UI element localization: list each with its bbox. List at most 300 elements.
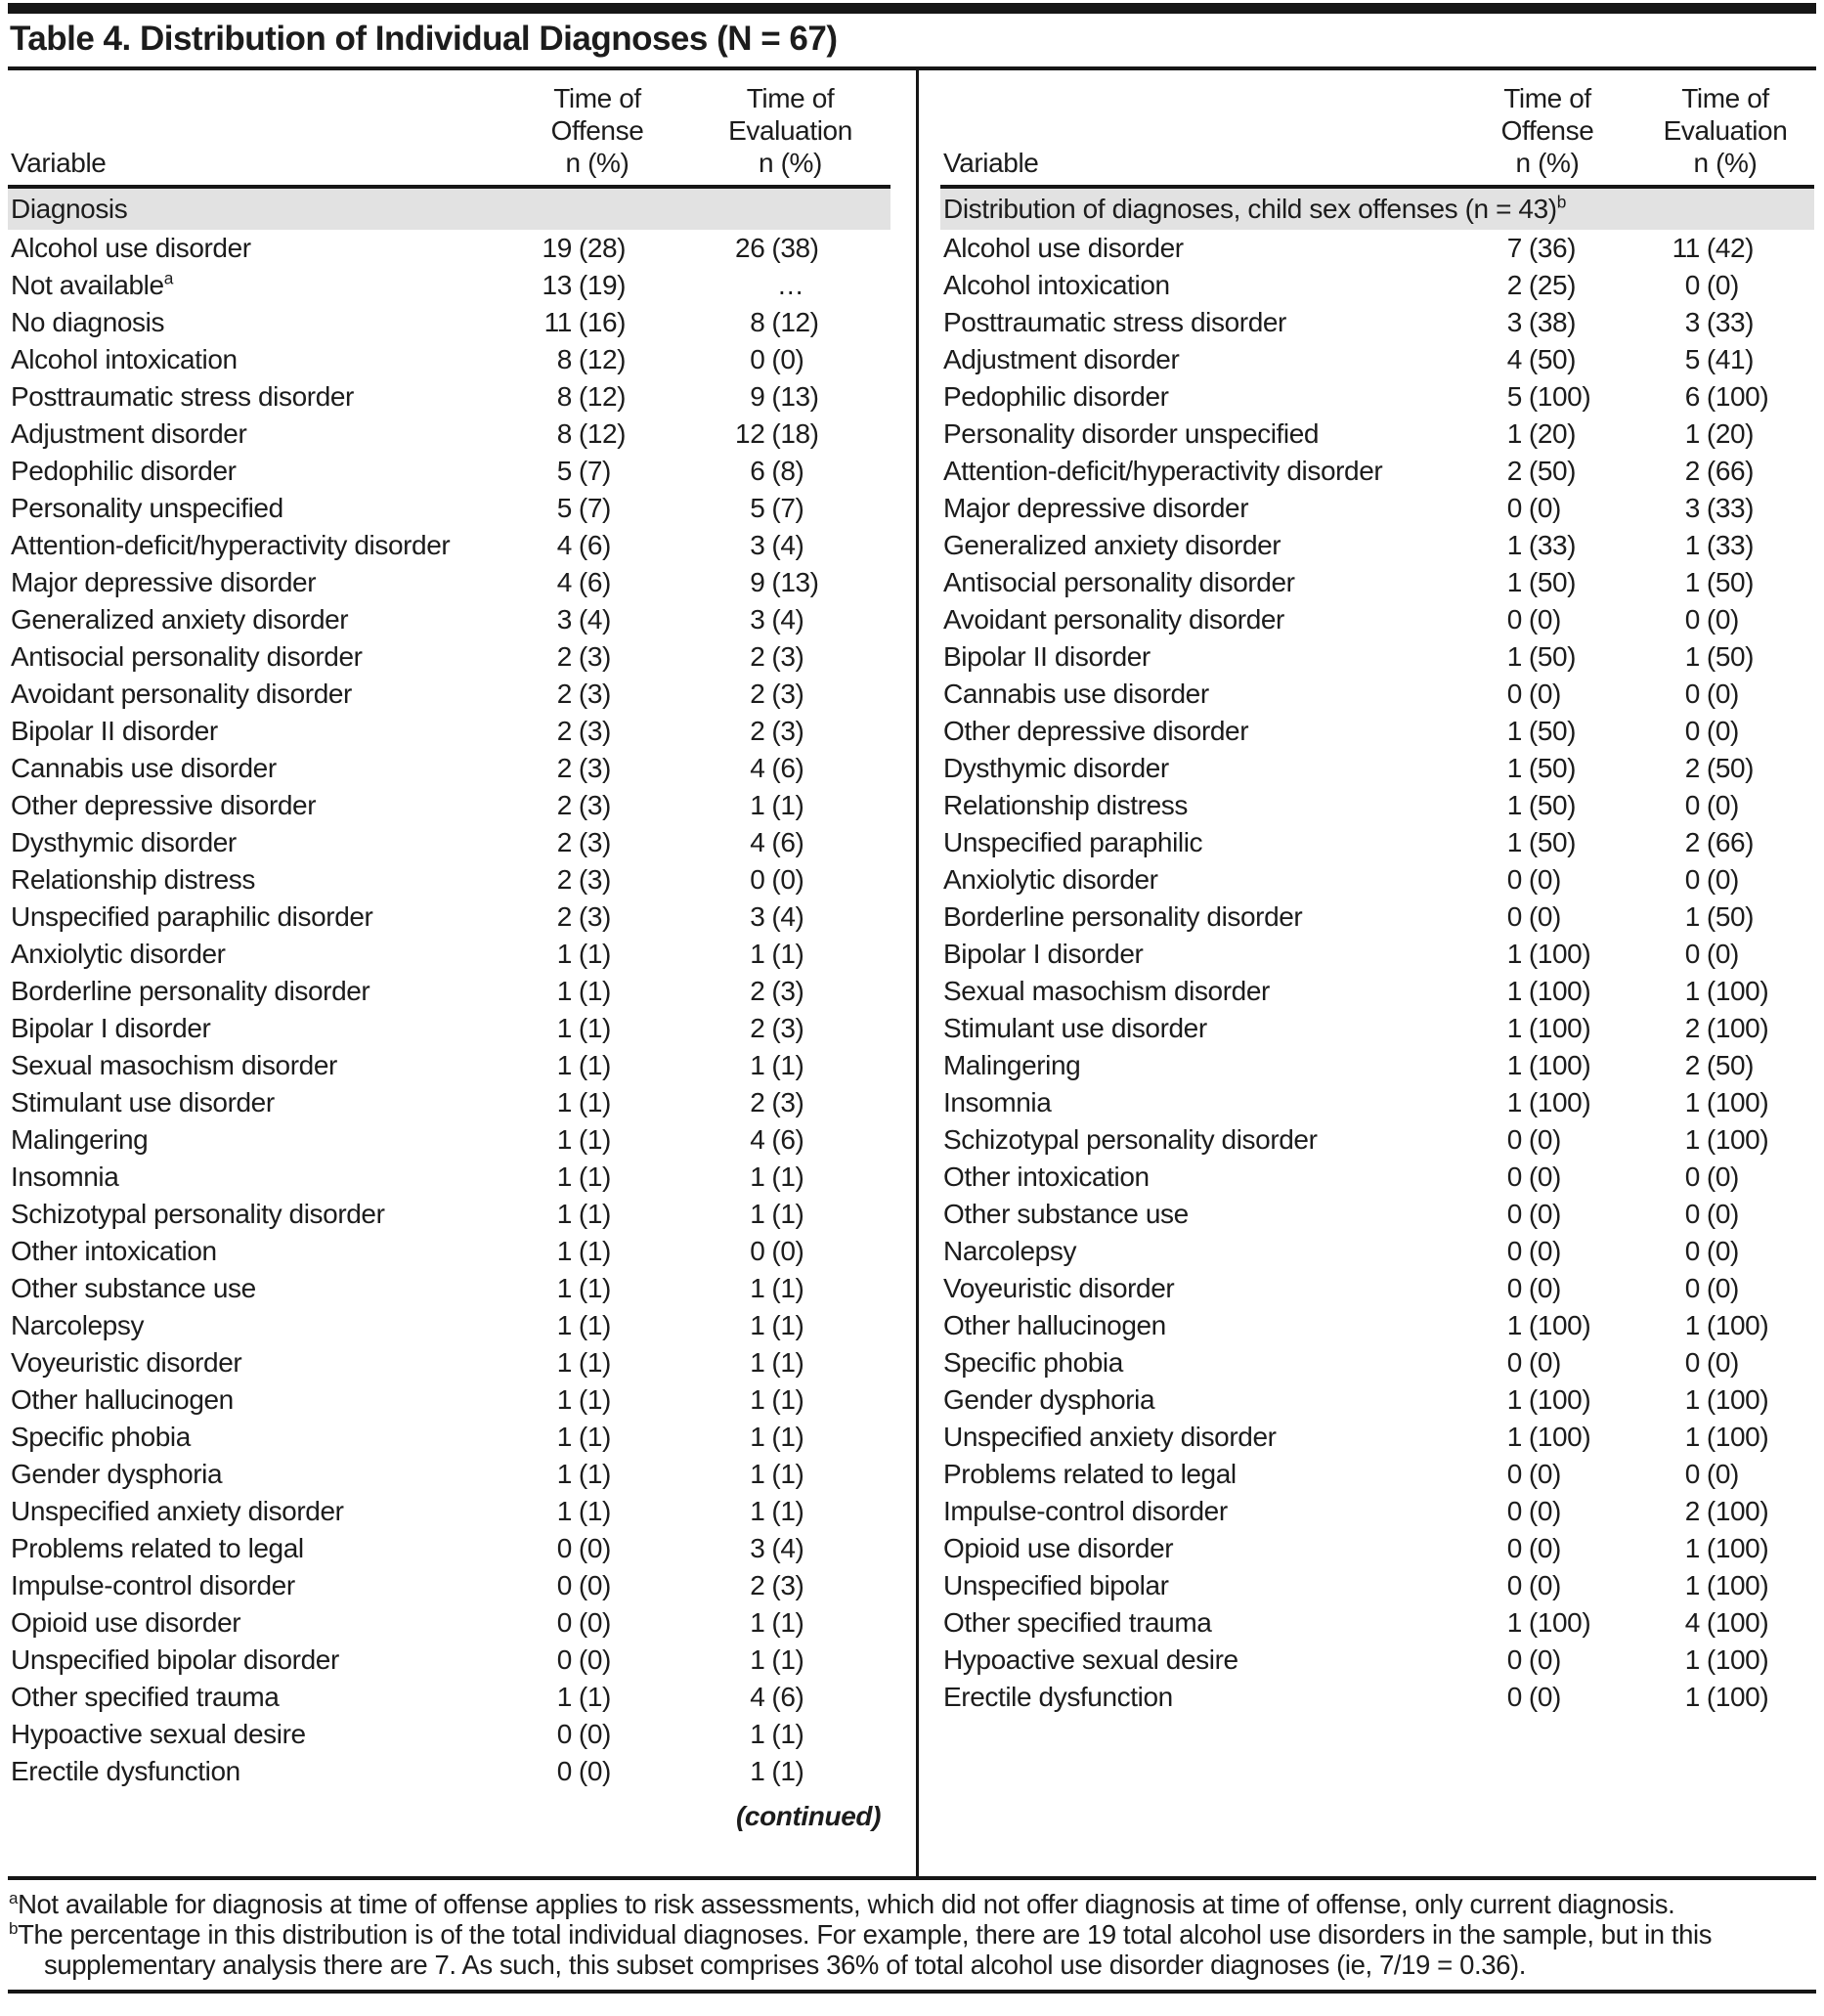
count-value: 3 bbox=[750, 604, 765, 635]
percent-value: (6) bbox=[771, 753, 804, 783]
count-value: 1 bbox=[556, 1013, 572, 1043]
evaluation-cell bbox=[1636, 1196, 1814, 1233]
offense-cell bbox=[1458, 1381, 1636, 1419]
section-header-row bbox=[8, 187, 890, 230]
count-value: 13 bbox=[542, 270, 572, 300]
table-row bbox=[8, 267, 890, 304]
variable-cell: Other intoxication bbox=[11, 1236, 217, 1266]
offense-cell bbox=[1458, 1233, 1636, 1270]
count-value: 0 bbox=[556, 1644, 572, 1675]
count-percent-value bbox=[504, 936, 690, 973]
variable-cell: Relationship distress bbox=[11, 864, 255, 895]
offense-cell bbox=[504, 1270, 690, 1307]
count-percent-value bbox=[1636, 601, 1814, 638]
header-line: Evaluation bbox=[1663, 115, 1788, 146]
percent-value: (12) bbox=[578, 344, 627, 374]
evaluation-cell bbox=[1636, 750, 1814, 787]
time-of-evaluation-column-header bbox=[1636, 70, 1814, 187]
percent-value: (6) bbox=[578, 530, 611, 560]
table-row bbox=[940, 1047, 1814, 1084]
count-value: 1 bbox=[1506, 1422, 1522, 1452]
table-row bbox=[8, 676, 890, 713]
count-value: 1 bbox=[1506, 976, 1522, 1006]
count-value: 1 bbox=[750, 790, 765, 820]
offense-cell bbox=[1458, 490, 1636, 527]
percent-value: (1) bbox=[771, 1199, 804, 1229]
percent-value: (12) bbox=[771, 307, 819, 337]
count-percent-value bbox=[504, 1456, 690, 1493]
count-value: 1 bbox=[1684, 418, 1700, 449]
table-row bbox=[940, 676, 1814, 713]
count-value: 1 bbox=[1506, 1050, 1522, 1080]
offense-cell bbox=[1458, 1344, 1636, 1381]
percent-value: (1) bbox=[771, 1644, 804, 1675]
count-percent-value bbox=[690, 824, 890, 861]
count-value: 5 bbox=[750, 493, 765, 523]
count-percent-value bbox=[1636, 1270, 1814, 1307]
count-percent-value bbox=[504, 1530, 690, 1567]
count-value: 1 bbox=[1684, 567, 1700, 597]
count-value: 2 bbox=[556, 827, 572, 857]
evaluation-cell bbox=[690, 490, 890, 527]
count-value: 2 bbox=[750, 976, 765, 1006]
evaluation-cell bbox=[690, 1307, 890, 1344]
evaluation-cell bbox=[1636, 1159, 1814, 1196]
offense-cell bbox=[1458, 973, 1636, 1010]
variable-cell: Specific phobia bbox=[943, 1347, 1123, 1378]
count-value: 1 bbox=[750, 1459, 765, 1489]
count-value: 0 bbox=[1684, 790, 1700, 820]
count-percent-value bbox=[1458, 1344, 1636, 1381]
count-percent-value bbox=[1636, 1121, 1814, 1159]
count-percent-value bbox=[1458, 1196, 1636, 1233]
count-value: 0 bbox=[1506, 1124, 1522, 1155]
percent-value: (0) bbox=[578, 1756, 611, 1786]
percent-value: (100) bbox=[1528, 976, 1591, 1006]
table-row bbox=[8, 1642, 890, 1679]
table-row bbox=[8, 1344, 890, 1381]
count-value: 9 bbox=[750, 381, 765, 412]
variable-cell: No diagnosis bbox=[11, 307, 165, 337]
count-value: 1 bbox=[1506, 753, 1522, 783]
count-percent-value bbox=[690, 1567, 890, 1604]
offense-cell bbox=[504, 638, 690, 676]
header-line: Time of bbox=[553, 83, 641, 113]
table-row bbox=[940, 1196, 1814, 1233]
count-percent-value bbox=[1458, 1121, 1636, 1159]
count-percent-value bbox=[504, 750, 690, 787]
percent-value: (20) bbox=[1706, 418, 1755, 449]
count-value: 5 bbox=[1684, 344, 1700, 374]
count-value: 0 bbox=[1506, 1496, 1522, 1526]
count-value: 0 bbox=[1684, 716, 1700, 746]
variable-cell: Anxiolytic disorder bbox=[943, 864, 1158, 895]
count-percent-value bbox=[1458, 564, 1636, 601]
offense-cell bbox=[504, 1010, 690, 1047]
count-percent-value bbox=[1458, 1642, 1636, 1679]
offense-cell bbox=[1458, 601, 1636, 638]
evaluation-cell bbox=[690, 341, 890, 378]
variable-cell: Problems related to legal bbox=[943, 1459, 1237, 1489]
percent-value: (50) bbox=[1528, 567, 1577, 597]
evaluation-cell: … bbox=[776, 270, 804, 300]
count-percent-value bbox=[1458, 230, 1636, 267]
count-percent-value bbox=[690, 1381, 890, 1419]
count-percent-value bbox=[504, 453, 690, 490]
variable-cell: Major depressive disorder bbox=[11, 567, 317, 597]
variable-cell: Erectile dysfunction bbox=[943, 1682, 1173, 1712]
percent-value: (100) bbox=[1528, 381, 1591, 412]
percent-value: (100) bbox=[1706, 1013, 1769, 1043]
percent-value: (1) bbox=[578, 1013, 611, 1043]
table-row bbox=[8, 973, 890, 1010]
table-row bbox=[940, 1642, 1814, 1679]
evaluation-cell bbox=[1636, 1047, 1814, 1084]
count-percent-value bbox=[1458, 304, 1636, 341]
count-percent-value bbox=[504, 1381, 690, 1419]
table-row bbox=[8, 601, 890, 638]
count-value: 1 bbox=[556, 1236, 572, 1266]
count-percent-value bbox=[1458, 1419, 1636, 1456]
percent-value: (7) bbox=[578, 456, 611, 486]
count-value: 5 bbox=[1506, 381, 1522, 412]
offense-cell bbox=[1458, 750, 1636, 787]
evaluation-cell bbox=[690, 1456, 890, 1493]
percent-value: (50) bbox=[1528, 790, 1577, 820]
count-value: 2 bbox=[1684, 1050, 1700, 1080]
percent-value: (100) bbox=[1528, 1050, 1591, 1080]
table-row bbox=[8, 1493, 890, 1530]
evaluation-cell bbox=[1636, 676, 1814, 713]
offense-cell bbox=[504, 1419, 690, 1456]
count-value: 4 bbox=[556, 567, 572, 597]
evaluation-cell bbox=[1636, 1233, 1814, 1270]
evaluation-cell bbox=[690, 453, 890, 490]
count-value: 0 bbox=[1684, 1161, 1700, 1192]
evaluation-cell bbox=[1636, 564, 1814, 601]
count-percent-value bbox=[1458, 341, 1636, 378]
count-percent-value bbox=[504, 416, 690, 453]
count-percent-value bbox=[1458, 1159, 1636, 1196]
variable-cell: Narcolepsy bbox=[11, 1310, 145, 1340]
count-percent-value bbox=[690, 1159, 890, 1196]
percent-value: (1) bbox=[771, 1310, 804, 1340]
offense-cell bbox=[1458, 1084, 1636, 1121]
variable-cell: Anxiolytic disorder bbox=[11, 939, 226, 969]
offense-cell bbox=[504, 1716, 690, 1753]
table-row bbox=[8, 378, 890, 416]
count-value: 1 bbox=[556, 1161, 572, 1192]
offense-cell bbox=[504, 898, 690, 936]
evaluation-cell bbox=[1636, 898, 1814, 936]
count-percent-value bbox=[1458, 1307, 1636, 1344]
count-value: 1 bbox=[750, 1347, 765, 1378]
table-row bbox=[8, 750, 890, 787]
percent-value: (1) bbox=[578, 1124, 611, 1155]
percent-value: (3) bbox=[578, 901, 611, 932]
time-of-evaluation-column-header bbox=[690, 70, 890, 187]
percent-value: (0) bbox=[771, 344, 804, 374]
offense-cell bbox=[1458, 378, 1636, 416]
count-value: 2 bbox=[556, 790, 572, 820]
header-line: Offense bbox=[1500, 115, 1594, 146]
count-percent-value bbox=[504, 490, 690, 527]
evaluation-cell bbox=[690, 1233, 890, 1270]
count-value: 1 bbox=[556, 1347, 572, 1378]
count-value: 0 bbox=[1506, 1236, 1522, 1266]
variable-cell: Voyeuristic disorder bbox=[943, 1273, 1175, 1303]
variable-cell: Pedophilic disorder bbox=[943, 381, 1169, 412]
variable-cell: Sexual masochism disorder bbox=[11, 1050, 337, 1080]
percent-value: (3) bbox=[771, 641, 804, 672]
variable-cell: Bipolar II disorder bbox=[11, 716, 218, 746]
offense-cell bbox=[504, 1047, 690, 1084]
percent-value: (12) bbox=[578, 418, 627, 449]
variable-cell: Generalized anxiety disorder bbox=[11, 604, 349, 635]
percent-value: (38) bbox=[1528, 307, 1577, 337]
evaluation-cell bbox=[1636, 416, 1814, 453]
count-value: 1 bbox=[556, 1459, 572, 1489]
variable-cell: Unspecified paraphilic disorder bbox=[11, 901, 373, 932]
offense-cell bbox=[1458, 1604, 1636, 1642]
count-value: 0 bbox=[1684, 1347, 1700, 1378]
count-percent-value bbox=[1458, 861, 1636, 898]
count-value: 3 bbox=[556, 604, 572, 635]
count-value: 3 bbox=[1506, 307, 1522, 337]
count-value: 1 bbox=[1506, 939, 1522, 969]
evaluation-cell bbox=[1636, 490, 1814, 527]
count-percent-value bbox=[1458, 676, 1636, 713]
variable-cell: Posttraumatic stress disorder bbox=[943, 307, 1286, 337]
table-row bbox=[8, 1679, 890, 1716]
percent-value: (33) bbox=[1528, 530, 1577, 560]
count-percent-value bbox=[1458, 898, 1636, 936]
count-percent-value bbox=[504, 1642, 690, 1679]
variable-cell: Opioid use disorder bbox=[943, 1533, 1174, 1563]
count-percent-value bbox=[1636, 750, 1814, 787]
percent-value: (1) bbox=[771, 1273, 804, 1303]
count-percent-value bbox=[504, 824, 690, 861]
variable-cell: Other hallucinogen bbox=[943, 1310, 1166, 1340]
variable-cell: Relationship distress bbox=[943, 790, 1188, 820]
count-value: 0 bbox=[1506, 679, 1522, 709]
count-percent-value bbox=[1636, 304, 1814, 341]
count-percent-value bbox=[1458, 267, 1636, 304]
percent-value: (4) bbox=[771, 1533, 804, 1563]
percent-value: (1) bbox=[771, 1496, 804, 1526]
percent-value: (6) bbox=[578, 567, 611, 597]
table-row bbox=[8, 1121, 890, 1159]
count-value: 6 bbox=[1684, 381, 1700, 412]
evaluation-cell bbox=[1636, 1084, 1814, 1121]
percent-value: (33) bbox=[1706, 530, 1755, 560]
count-value: 1 bbox=[556, 1384, 572, 1415]
column-header-row bbox=[8, 70, 890, 187]
evaluation-cell bbox=[690, 1753, 890, 1790]
count-percent-value bbox=[1636, 527, 1814, 564]
variable-cell: Alcohol use disorder bbox=[943, 233, 1184, 263]
evaluation-cell bbox=[690, 564, 890, 601]
right-panel bbox=[919, 70, 1816, 1876]
top-rule bbox=[8, 3, 1816, 14]
variable-cell: Pedophilic disorder bbox=[11, 456, 237, 486]
variable-cell: Other intoxication bbox=[943, 1161, 1150, 1192]
offense-cell bbox=[1458, 230, 1636, 267]
evaluation-cell bbox=[690, 861, 890, 898]
percent-value: (0) bbox=[1706, 1273, 1739, 1303]
percent-value: (0) bbox=[578, 1719, 611, 1749]
table-row bbox=[8, 1270, 890, 1307]
percent-value: (3) bbox=[578, 864, 611, 895]
percent-value: (100) bbox=[1528, 1384, 1591, 1415]
table-row bbox=[940, 1084, 1814, 1121]
count-percent-value bbox=[504, 1121, 690, 1159]
evaluation-cell bbox=[1636, 601, 1814, 638]
variable-cell: Posttraumatic stress disorder bbox=[11, 381, 354, 412]
count-value: 4 bbox=[556, 530, 572, 560]
percent-value: (0) bbox=[1528, 901, 1561, 932]
percent-value: (18) bbox=[771, 418, 819, 449]
percent-value: (0) bbox=[578, 1607, 611, 1638]
count-value: 0 bbox=[1684, 939, 1700, 969]
variable-cell: Dysthymic disorder bbox=[11, 827, 237, 857]
table-row bbox=[940, 1270, 1814, 1307]
percent-value: (0) bbox=[1706, 1347, 1739, 1378]
count-value: 1 bbox=[1506, 530, 1522, 560]
offense-cell bbox=[504, 527, 690, 564]
percent-value: (3) bbox=[578, 827, 611, 857]
count-value: 1 bbox=[556, 1310, 572, 1340]
count-value: 1 bbox=[1506, 1384, 1522, 1415]
evaluation-cell bbox=[690, 416, 890, 453]
offense-cell bbox=[1458, 1010, 1636, 1047]
table-row bbox=[940, 527, 1814, 564]
count-value: 1 bbox=[1684, 1644, 1700, 1675]
count-percent-value bbox=[1458, 601, 1636, 638]
evaluation-cell bbox=[690, 973, 890, 1010]
count-percent-value bbox=[504, 1307, 690, 1344]
variable-cell: Problems related to legal bbox=[11, 1533, 304, 1563]
header-line: n (%) bbox=[1693, 148, 1758, 178]
count-value: 0 bbox=[1506, 1682, 1522, 1712]
right-table bbox=[940, 70, 1814, 1716]
evaluation-cell bbox=[690, 1716, 890, 1753]
percent-value: (8) bbox=[771, 456, 804, 486]
count-percent-value bbox=[504, 601, 690, 638]
evaluation-cell bbox=[690, 1493, 890, 1530]
percent-value: (33) bbox=[1706, 307, 1755, 337]
count-value: 0 bbox=[750, 864, 765, 895]
count-value: 8 bbox=[750, 307, 765, 337]
count-percent-value bbox=[690, 490, 890, 527]
percent-value: (7) bbox=[578, 493, 611, 523]
offense-cell bbox=[504, 713, 690, 750]
percent-value: (3) bbox=[578, 679, 611, 709]
percent-value: (1) bbox=[578, 939, 611, 969]
variable-cell: Hypoactive sexual desire bbox=[943, 1644, 1238, 1675]
evaluation-cell bbox=[690, 1419, 890, 1456]
percent-value: (7) bbox=[771, 493, 804, 523]
percent-value: (0) bbox=[1706, 864, 1739, 895]
count-percent-value bbox=[1458, 1233, 1636, 1270]
offense-cell bbox=[504, 787, 690, 824]
count-percent-value bbox=[690, 378, 890, 416]
percent-value: (0) bbox=[1706, 604, 1739, 635]
count-value: 19 bbox=[542, 233, 572, 263]
count-percent-value bbox=[1636, 1679, 1814, 1716]
percent-value: (50) bbox=[1528, 716, 1577, 746]
count-percent-value bbox=[1636, 1159, 1814, 1196]
count-value: 1 bbox=[556, 1087, 572, 1118]
offense-cell bbox=[1458, 1047, 1636, 1084]
evaluation-cell bbox=[1636, 1381, 1814, 1419]
table-row bbox=[940, 750, 1814, 787]
table-row bbox=[940, 564, 1814, 601]
percent-value: (1) bbox=[771, 1050, 804, 1080]
variable-column-header: Variable bbox=[940, 70, 1458, 187]
percent-value: (0) bbox=[1706, 716, 1739, 746]
count-percent-value bbox=[1636, 787, 1814, 824]
count-value: 0 bbox=[1506, 1199, 1522, 1229]
count-value: 3 bbox=[750, 1533, 765, 1563]
count-percent-value bbox=[1636, 1419, 1814, 1456]
continued-row bbox=[8, 1790, 890, 1876]
time-of-offense-column-header bbox=[1458, 70, 1636, 187]
count-percent-value bbox=[1458, 750, 1636, 787]
offense-cell bbox=[1458, 341, 1636, 378]
percent-value: (1) bbox=[578, 1347, 611, 1378]
count-value: 0 bbox=[1506, 1644, 1522, 1675]
table-row bbox=[940, 1679, 1814, 1716]
count-value: 0 bbox=[1684, 1273, 1700, 1303]
variable-cell: Stimulant use disorder bbox=[11, 1087, 275, 1118]
percent-value: (0) bbox=[1528, 493, 1561, 523]
count-percent-value bbox=[504, 1419, 690, 1456]
variable-cell: Antisocial personality disorder bbox=[11, 641, 363, 672]
table-row bbox=[8, 1047, 890, 1084]
percent-value: (0) bbox=[1528, 1236, 1561, 1266]
offense-cell bbox=[1458, 527, 1636, 564]
percent-value: (36) bbox=[1528, 233, 1577, 263]
count-percent-value bbox=[1458, 1679, 1636, 1716]
evaluation-cell bbox=[1636, 527, 1814, 564]
count-value: 2 bbox=[556, 716, 572, 746]
count-value: 2 bbox=[556, 753, 572, 783]
count-value: 1 bbox=[1506, 1607, 1522, 1638]
offense-cell bbox=[504, 453, 690, 490]
offense-cell bbox=[504, 230, 690, 267]
count-percent-value bbox=[1636, 1381, 1814, 1419]
section-header: Distribution of diagnoses, child sex offenses (n = 43)$^b$ bbox=[940, 187, 1814, 230]
count-percent-value bbox=[504, 1567, 690, 1604]
table-row bbox=[8, 1010, 890, 1047]
count-percent-value bbox=[690, 416, 890, 453]
offense-cell bbox=[504, 267, 690, 304]
evaluation-cell bbox=[1636, 1010, 1814, 1047]
count-percent-value bbox=[1636, 564, 1814, 601]
offense-cell bbox=[504, 601, 690, 638]
count-value: 0 bbox=[1506, 1273, 1522, 1303]
percent-value: (100) bbox=[1706, 1533, 1769, 1563]
variable-cell: Gender dysphoria bbox=[943, 1384, 1155, 1415]
offense-cell bbox=[504, 1567, 690, 1604]
table-row bbox=[8, 453, 890, 490]
count-percent-value bbox=[1636, 1567, 1814, 1604]
count-value: 2 bbox=[1506, 270, 1522, 300]
count-percent-value bbox=[1636, 1307, 1814, 1344]
variable-cell: Cannabis use disorder bbox=[11, 753, 277, 783]
evaluation-cell bbox=[690, 1196, 890, 1233]
